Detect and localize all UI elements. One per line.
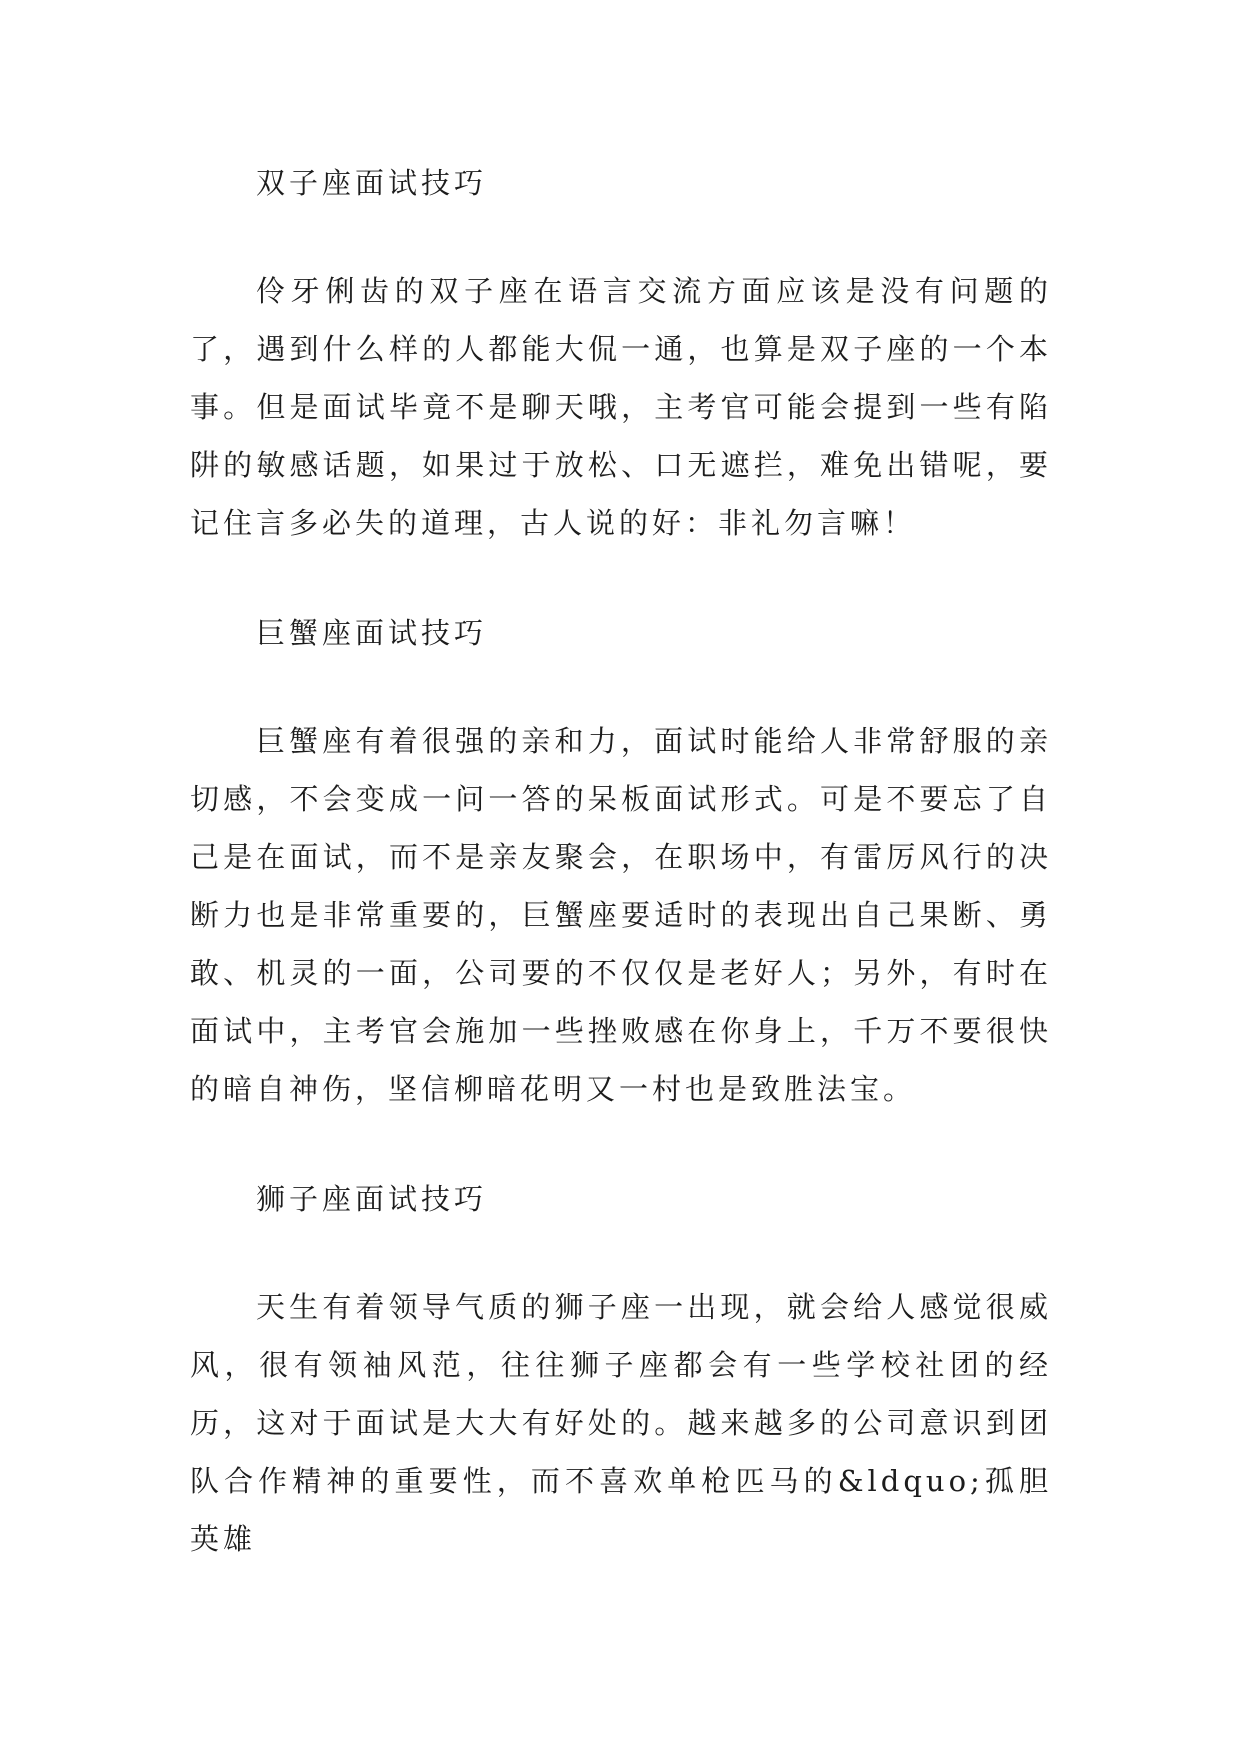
section-heading-cancer: 巨蟹座面试技巧 (256, 616, 488, 650)
section-body-leo: 天生有着领导气质的狮子座一出现，就会给人感觉很威风，很有领袖风范，往往狮子座都会有一些学校社团的经历，这对于面试是大大有好处的。越来越多的公司意识到团队合作精神的重要性，而不喜欢单枪匹马的&ldquo;孤胆英雄 (190, 1290, 1052, 1556)
section-body-gemini: 伶牙俐齿的双子座在语言交流方面应该是没有问题的了，遇到什么样的人都能大侃一通，也算是双子座的一个本事。但是面试毕竟不是聊天哦，主考官可能会提到一些有陷阱的敏感话题，如果过于放松、口无遮拦，难免出错呢，要记住言多必失的道理，古人说的好：非礼勿言嘛！ (190, 274, 1052, 540)
section-heading-gemini: 双子座面试技巧 (256, 166, 488, 200)
section-heading-leo: 狮子座面试技巧 (256, 1182, 488, 1216)
section-body-cancer: 巨蟹座有着很强的亲和力，面试时能给人非常舒服的亲切感，不会变成一问一答的呆板面试形式。可是不要忘了自己是在面试，而不是亲友聚会，在职场中，有雷厉风行的决断力也是非常重要的，巨蟹座要适时的表现出自己果断、勇敢、机灵的一面，公司要的不仅仅是老好人；另外，有时在面试中，主考官会施加一些挫败感在你身上，千万不要很快的暗自神伤，坚信柳暗花明又一村也是致胜法宝。 (190, 724, 1052, 1106)
document-body (190, 154, 1052, 1620)
